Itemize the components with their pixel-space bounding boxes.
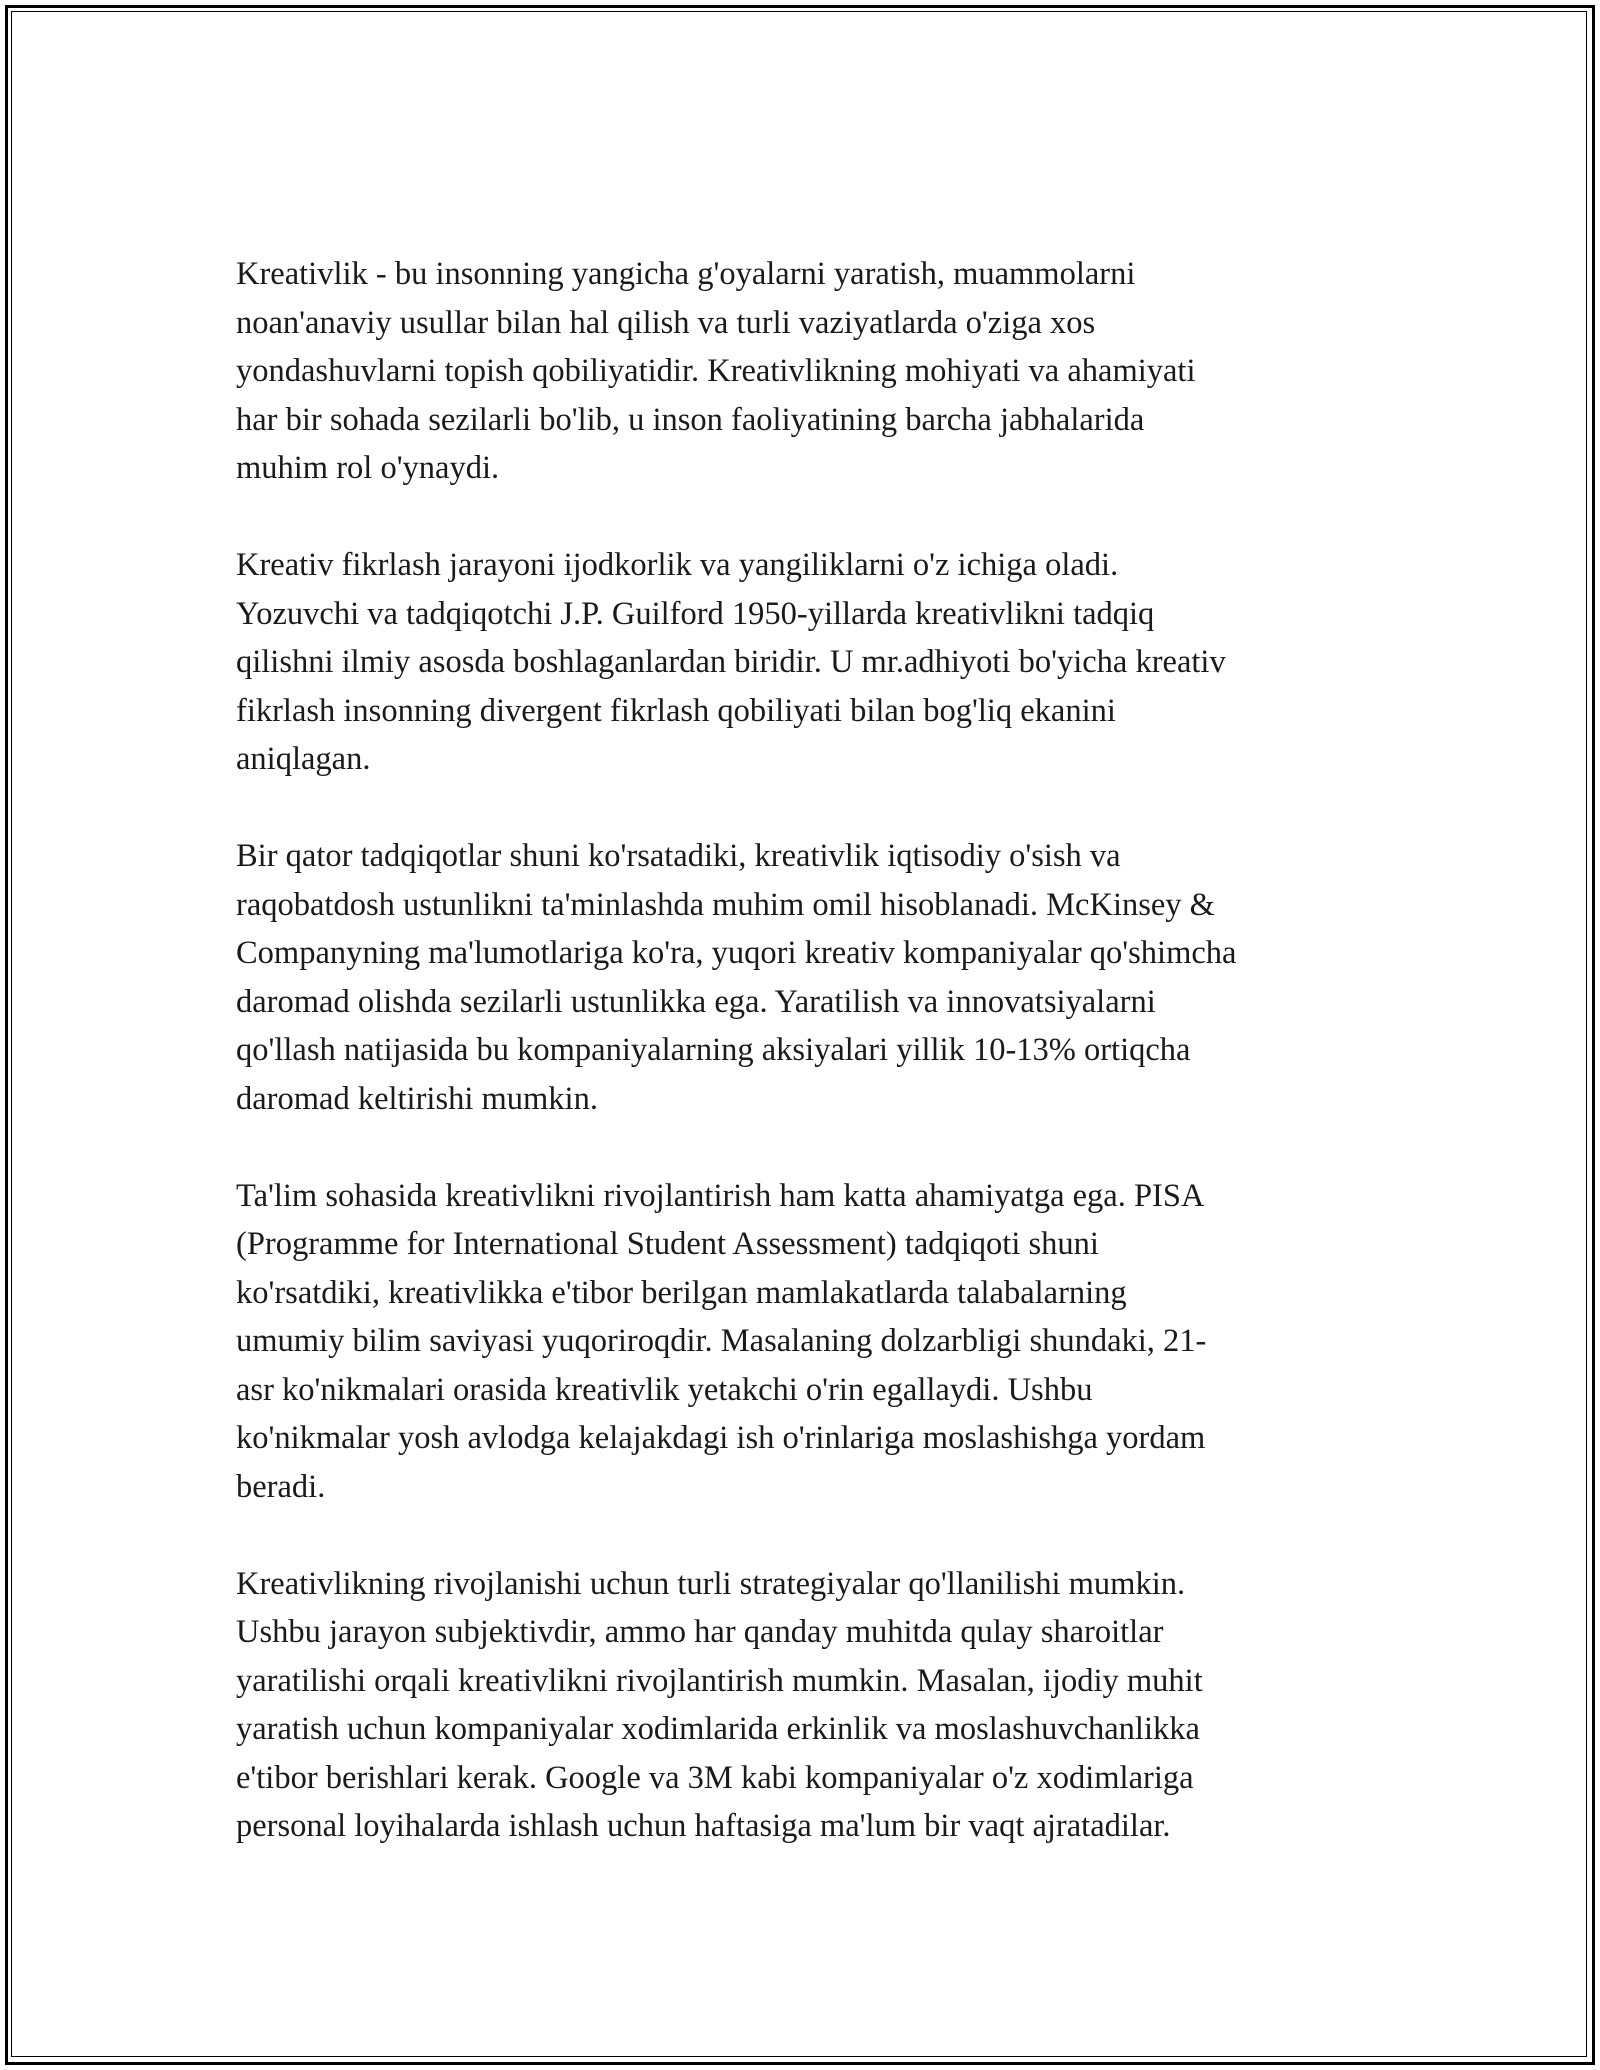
text-line: yondashuvlarni topish qobiliyatidir. Kreativlikning mohiyati va ahamiyati (236, 353, 1196, 389)
text-line: Kreativlik - bu insonning yangicha g'oyalarni yaratish, muammolarni (236, 256, 1136, 292)
text-line: umumiy bilim saviyasi yuqoriroqdir. Masalaning dolzarbligi shundaki, 21- (236, 1323, 1207, 1359)
text-line: Kreativlikning rivojlanishi uchun turli strategiyalar qo'llanilishi mumkin. (236, 1565, 1186, 1602)
text-line: har bir sohada sezilarli bo'lib, u inson faoliyatining barcha jabhalarida (236, 401, 1145, 438)
text-line: muhim rol o'ynaydi. (236, 450, 500, 486)
text-line: ko'nikmalar yosh avlodga kelajakdagi ish o'rinlariga moslashishga yordam (236, 1420, 1206, 1456)
text-line: asr ko'nikmalari orasida kreativlik yetakchi o'rin egallaydi. Ushbu (236, 1371, 1093, 1408)
text-line: Ushbu jarayon subjektivdir, ammo har qanday muhitda qulay sharoitlar (236, 1614, 1164, 1650)
paragraph-5 (236, 1560, 1376, 1851)
document-body (236, 250, 1376, 1899)
paragraph-1 (236, 250, 1376, 493)
paragraph-3 (236, 832, 1376, 1123)
text-line: beradi. (236, 1468, 326, 1505)
text-line: daromad olishda sezilarli ustunlikka ega. Yaratilish va innovatsiyalarni (236, 983, 1156, 1020)
text-line: aniqlagan. (236, 741, 371, 777)
text-line: raqobatdosh ustunlikni ta'minlashda muhim omil hisoblanadi. McKinsey & (236, 886, 1215, 923)
text-line: personal loyihalarda ishlash uchun haftasiga ma'lum bir vaqt ajratadilar. (236, 1808, 1171, 1844)
text-line: Kreativ fikrlash jarayoni ijodkorlik va yangiliklarni o'z ichiga oladi. (236, 547, 1119, 583)
text-line: Yozuvchi va tadqiqotchi J.P. Guilford 1950-yillarda kreativlikni tadqiq (236, 595, 1155, 632)
text-line: Ta'lim sohasida kreativlikni rivojlantirish ham katta ahamiyatga ega. PISA (236, 1177, 1205, 1214)
text-line: qilishni ilmiy asosda boshlaganlardan biridir. U mr.adhiyoti bo'yicha kreativ (236, 644, 1226, 680)
paragraph-2 (236, 541, 1376, 784)
text-line: (Programme for International Student Assessment) tadqiqoti shuni (236, 1226, 1099, 1262)
text-line: Bir qator tadqiqotlar shuni ko'rsatadiki, kreativlik iqtisodiy o'sish va (236, 838, 1121, 874)
text-line: noan'anaviy usullar bilan hal qilish va turli vaziyatlarda o'ziga xos (236, 304, 1096, 341)
text-line: daromad keltirishi mumkin. (236, 1080, 598, 1117)
text-line: qo'llash natijasida bu kompaniyalarning aksiyalari yillik 10-13% ortiqcha (236, 1032, 1191, 1068)
paragraph-4 (236, 1172, 1376, 1512)
text-line: yaratilishi orqali kreativlikni rivojlantirish mumkin. Masalan, ijodiy muhit (236, 1662, 1203, 1699)
text-line: ko'rsatdiki, kreativlikka e'tibor berilgan mamlakatlarda talabalarning (236, 1274, 1127, 1311)
text-line: fikrlash insonning divergent fikrlash qobiliyati bilan bog'liq ekanini (236, 692, 1116, 729)
text-line: e'tibor berishlari kerak. Google va 3M kabi kompaniyalar o'z xodimlariga (236, 1759, 1194, 1796)
text-line: yaratish uchun kompaniyalar xodimlarida erkinlik va moslashuvchanlikka (236, 1711, 1200, 1747)
text-line: Companyning ma'lumotlariga ko'ra, yuqori kreativ kompaniyalar qo'shimcha (236, 935, 1237, 971)
